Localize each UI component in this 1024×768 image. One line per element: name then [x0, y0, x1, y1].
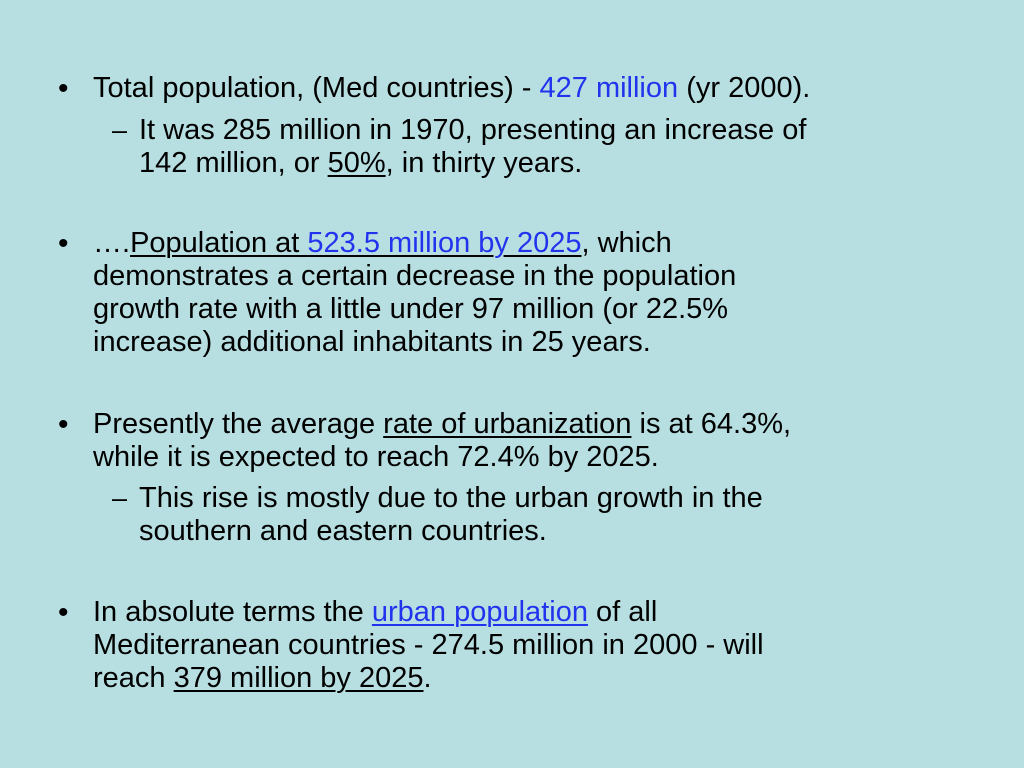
- bullet-marker: •: [58, 227, 69, 260]
- sub-bullet-text: It was 285 million in 1970, presenting an increase of 142 million, or 50%, in thirty years.: [139, 114, 807, 179]
- increase-percent-underlined: 50%: [327, 147, 386, 179]
- population-2000-highlight: 427 million: [539, 72, 679, 104]
- bullet-text: ….Population at 523.5 million by 2025, which demonstrates a certain decrease in the population growth rate with a little under 97 million (or 22.5% increase) additional inhabitants in 25 years.: [93, 227, 737, 358]
- sub-bullet-text: This rise is mostly due to the urban growth in the southern and eastern countries.: [139, 482, 763, 547]
- bullet-marker: •: [58, 408, 69, 441]
- urban-population-link[interactable]: urban population: [371, 596, 588, 628]
- bullet-text: Total population, (Med countries) - 427 million (yr 2000).: [93, 72, 811, 104]
- sub-bullet-marker: –: [112, 483, 128, 513]
- bullet-text: Presently the average rate of urbanization is at 64.3%, while it is expected to reach 72.4% by 2025.: [93, 408, 792, 473]
- rate-of-urbanization-underlined: rate of urbanization: [383, 408, 632, 440]
- bullet-marker: •: [58, 72, 69, 105]
- population-2025-link[interactable]: 523.5 million by 2025: [307, 227, 582, 259]
- bullet-marker: •: [58, 596, 69, 629]
- population-at-underlined: Population at 523.5 million by 2025: [130, 227, 582, 259]
- bullet-text: In absolute terms the urban population of all Mediterranean countries - 274.5 million in 2000 - will reach 379 million by 2025.: [93, 596, 764, 694]
- sub-bullet-marker: –: [112, 115, 128, 145]
- urban-2025-underlined: 379 million by 2025: [173, 662, 424, 694]
